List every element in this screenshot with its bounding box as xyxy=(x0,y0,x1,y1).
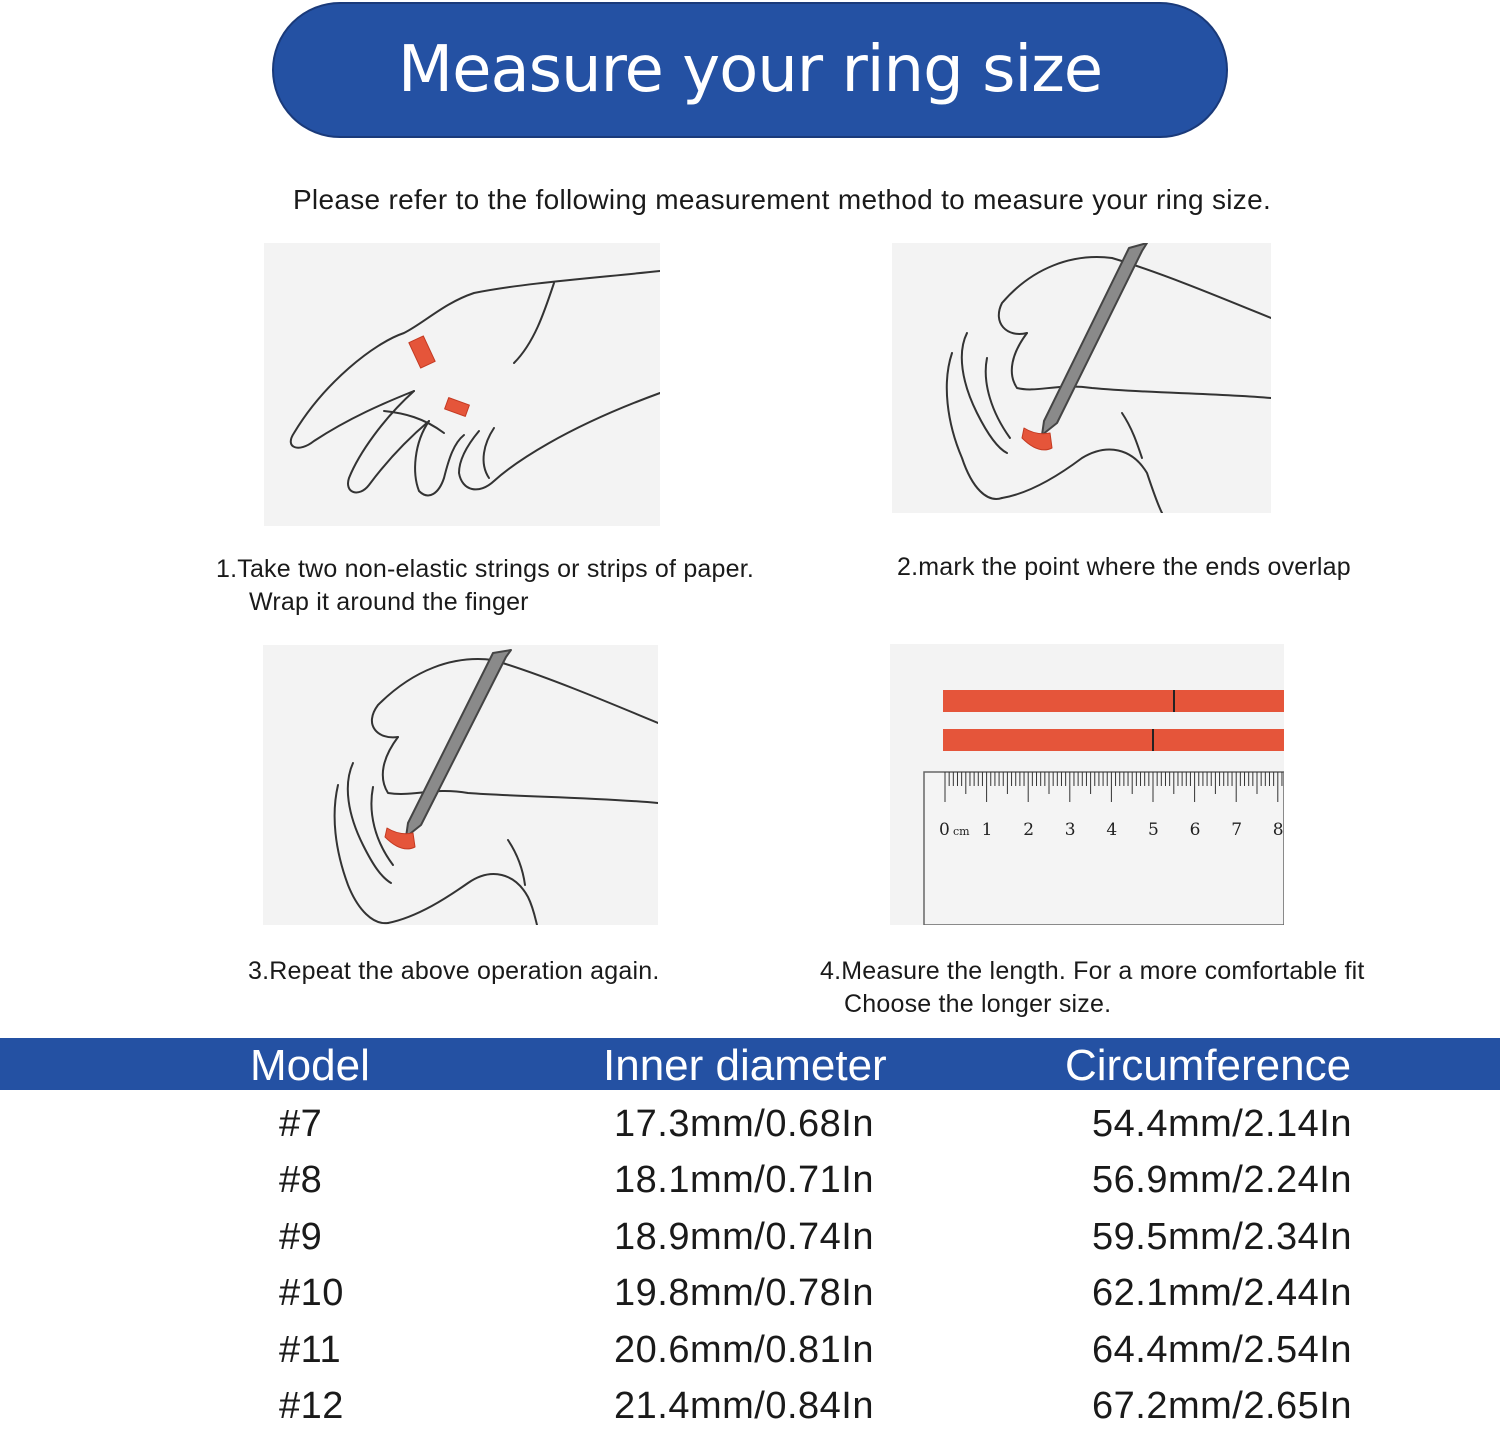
inner-diameter-cell: 19.8mm/0.78In xyxy=(614,1272,874,1315)
model-cell: #9 xyxy=(279,1215,323,1258)
ruler-label: 3 xyxy=(1064,820,1076,840)
table-row xyxy=(0,1324,1500,1380)
step-2-illustration xyxy=(892,243,1271,513)
model-cell: #11 xyxy=(279,1328,342,1371)
model-cell: #12 xyxy=(279,1384,344,1427)
step-2-line-1: 2.mark the point where the ends overlap xyxy=(897,553,1351,581)
header-inner-diameter: Inner diameter xyxy=(603,1041,887,1090)
model-cell: #10 xyxy=(279,1272,344,1315)
inner-diameter-cell: 18.1mm/0.71In xyxy=(614,1159,874,1202)
circumference-cell: 64.4mm/2.54In xyxy=(1092,1328,1352,1371)
circumference-cell: 56.9mm/2.24In xyxy=(1092,1159,1352,1202)
title-banner xyxy=(272,2,1228,138)
ruler-label: 7 xyxy=(1231,820,1243,840)
page-title: Measure your ring size xyxy=(397,33,1103,107)
subtitle: Please refer to the following measurement method to measure your ring size. xyxy=(292,184,1272,215)
step-3-illustration xyxy=(263,645,658,925)
ruler-label: 5 xyxy=(1148,820,1159,840)
step-1-caption xyxy=(216,553,754,619)
step-3-line-1: 3.Repeat the above operation again. xyxy=(248,957,660,985)
inner-diameter-cell: 17.3mm/0.68In xyxy=(614,1103,874,1145)
header-circumference: Circumference xyxy=(1065,1041,1352,1090)
table-row xyxy=(0,1267,1500,1323)
model-cell: #7 xyxy=(279,1103,323,1145)
ruler-unit: cm xyxy=(953,825,970,838)
paper-strip-1 xyxy=(943,690,1284,712)
step-4-line-2: Choose the longer size. xyxy=(844,990,1112,1018)
ruler-label: 0 xyxy=(939,820,950,840)
table-row xyxy=(0,1154,1500,1210)
step-2-caption xyxy=(897,551,1351,584)
ruler-label: 2 xyxy=(1023,820,1035,840)
ruler-label: 6 xyxy=(1189,820,1201,840)
ruler-label: 8 xyxy=(1272,820,1284,840)
table-row xyxy=(0,1211,1500,1267)
circumference-cell: 59.5mm/2.34In xyxy=(1092,1215,1352,1258)
step-4-line-1: 4.Measure the length. For a more comfortable fit xyxy=(820,957,1365,985)
step-4-illustration xyxy=(890,644,1284,925)
table-row xyxy=(0,1380,1500,1436)
model-cell: #8 xyxy=(279,1159,323,1202)
header-model: Model xyxy=(250,1041,370,1090)
ruler-body xyxy=(924,772,1284,925)
step-1-illustration xyxy=(264,243,660,526)
paper-strip-2 xyxy=(943,729,1284,751)
step-3-caption xyxy=(248,955,659,988)
inner-diameter-cell: 20.6mm/0.81In xyxy=(614,1328,874,1371)
step-1-line-2: Wrap it around the finger xyxy=(249,588,529,616)
step-4-caption xyxy=(820,955,1365,1021)
inner-diameter-cell: 18.9mm/0.74In xyxy=(614,1215,874,1258)
ruler-label: 4 xyxy=(1106,820,1118,840)
circumference-cell: 54.4mm/2.14In xyxy=(1092,1103,1352,1145)
circumference-cell: 67.2mm/2.65In xyxy=(1092,1384,1352,1427)
ruler-labels xyxy=(939,820,1284,840)
ruler-label: 1 xyxy=(981,820,993,840)
size-table-body xyxy=(0,1098,1500,1436)
table-row xyxy=(0,1098,1500,1154)
circumference-cell: 62.1mm/2.44In xyxy=(1092,1272,1352,1315)
step-1-line-1: 1.Take two non-elastic strings or strips of paper. xyxy=(216,555,755,583)
inner-diameter-cell: 21.4mm/0.84In xyxy=(614,1384,874,1427)
